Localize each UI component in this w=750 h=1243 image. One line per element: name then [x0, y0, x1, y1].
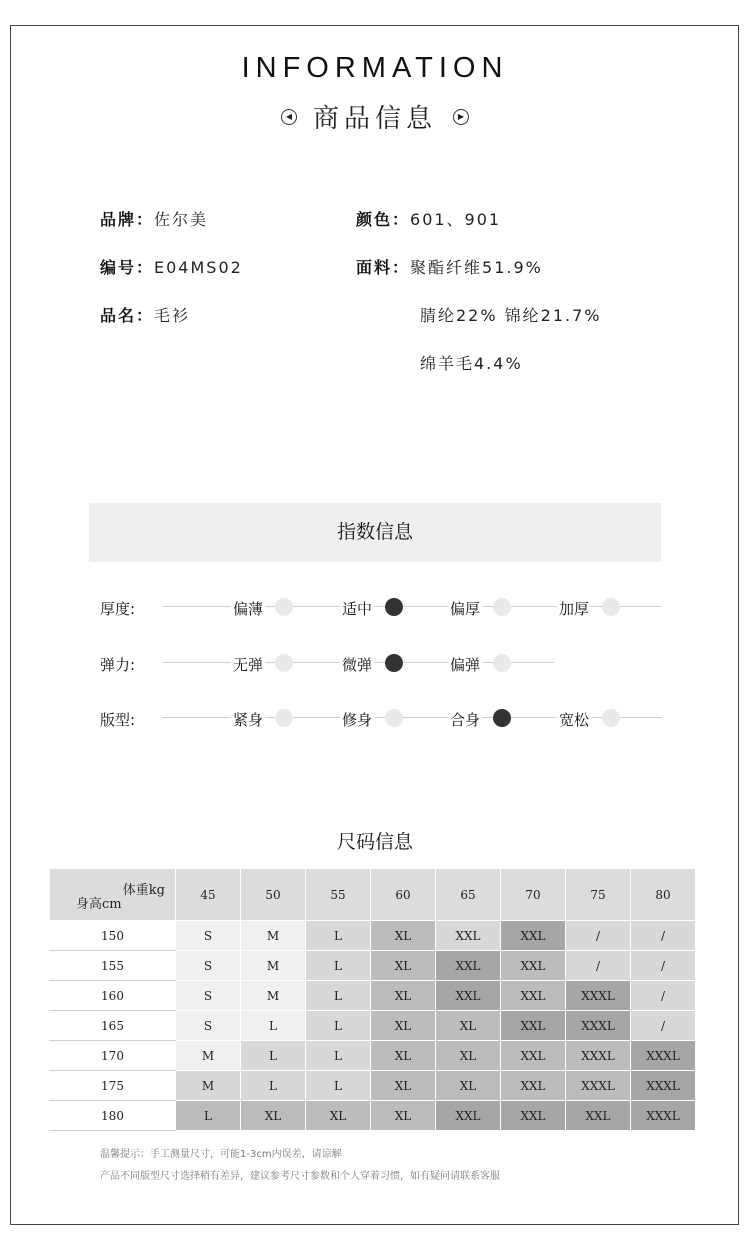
weight-col-header: 45 — [176, 869, 241, 921]
size-cell: S — [176, 981, 241, 1011]
name-value: 毛衫 — [154, 306, 191, 325]
size-cell: XXL — [436, 981, 501, 1011]
elasticity-option-2: 微弹 — [342, 656, 373, 674]
size-cell: S — [176, 951, 241, 981]
fit-option-2: 修身 — [342, 711, 373, 729]
size-cell: L — [306, 951, 371, 981]
size-cell: L — [176, 1101, 241, 1131]
size-cell: XL — [371, 1011, 436, 1041]
size-cell: / — [631, 921, 696, 951]
color-label: 颜色： — [356, 210, 411, 229]
info-fabric — [356, 255, 543, 278]
title-english: INFORMATION — [241, 52, 509, 84]
thickness-option-3: 偏厚 — [450, 600, 481, 618]
elasticity-label: 弹力: — [100, 656, 136, 674]
fit-label: 版型: — [100, 711, 136, 729]
size-cell: XL — [371, 951, 436, 981]
size-cell: XXL — [501, 921, 566, 951]
arrow-right-icon: ▶ — [453, 109, 469, 125]
size-cell: XXL — [566, 1101, 631, 1131]
fabric-line-2-text: 腈纶22% 锦纶21.7% — [420, 306, 602, 325]
brand-label: 品牌： — [100, 210, 155, 229]
size-cell: M — [176, 1041, 241, 1071]
fabric-line-3-text: 绵羊毛4.4% — [420, 354, 523, 373]
color-value: 601、901 — [410, 210, 502, 229]
brand-value: 佐尔美 — [154, 210, 209, 229]
size-cell: XL — [436, 1041, 501, 1071]
fabric-line-1: 聚酯纤维51.9% — [410, 258, 543, 277]
table-row — [50, 1041, 696, 1071]
size-cell: S — [176, 921, 241, 951]
size-cell: XXL — [436, 951, 501, 981]
size-cell: S — [176, 1011, 241, 1041]
weight-col-header: 75 — [566, 869, 631, 921]
fit-dot-3 — [493, 709, 511, 727]
note-measurement: 温馨提示：手工测量尺寸，可能1-3cm内误差，请谅解 — [100, 1149, 342, 1160]
fabric-label: 面料： — [356, 258, 411, 277]
size-cell: XL — [306, 1101, 371, 1131]
size-cell: L — [241, 1041, 306, 1071]
thickness-dot-2 — [385, 598, 403, 616]
size-cell: L — [241, 1071, 306, 1101]
fit-dot-1 — [275, 709, 293, 727]
size-cell: / — [631, 1011, 696, 1041]
title-chinese — [0, 98, 750, 135]
elasticity-option-3: 偏弹 — [450, 656, 481, 674]
thickness-option-2: 适中 — [342, 600, 373, 618]
table-row — [50, 951, 696, 981]
size-cell: XL — [371, 1101, 436, 1131]
table-row — [50, 1071, 696, 1101]
fit-option-1: 紧身 — [233, 711, 264, 729]
height-header: 身高cm — [76, 897, 122, 912]
fabric-line-3 — [420, 351, 523, 374]
size-cell: XL — [371, 981, 436, 1011]
size-cell: XXL — [436, 921, 501, 951]
size-cell: / — [566, 951, 631, 981]
fit-dot-4 — [602, 709, 620, 727]
size-cell: XL — [241, 1101, 306, 1131]
size-cell: XXXL — [566, 1041, 631, 1071]
weight-col-header: 65 — [436, 869, 501, 921]
elasticity-dot-1 — [275, 654, 293, 672]
size-cell: XXL — [501, 1101, 566, 1131]
table-row — [50, 921, 696, 951]
size-cell: M — [241, 921, 306, 951]
height-cell: 150 — [50, 921, 176, 951]
size-cell: XXL — [501, 1041, 566, 1071]
size-cell: XL — [436, 1071, 501, 1101]
size-cell: XXXL — [566, 1011, 631, 1041]
weight-col-header: 80 — [631, 869, 696, 921]
height-cell: 175 — [50, 1071, 176, 1101]
weight-col-header: 50 — [241, 869, 306, 921]
size-table — [49, 868, 696, 1131]
fit-option-3: 合身 — [450, 711, 481, 729]
name-label: 品名： — [100, 306, 155, 325]
size-cell: XL — [371, 921, 436, 951]
thickness-option-1: 偏薄 — [233, 600, 264, 618]
size-cell: M — [176, 1071, 241, 1101]
size-cell: XXXL — [631, 1071, 696, 1101]
size-cell: / — [631, 951, 696, 981]
size-cell: L — [241, 1011, 306, 1041]
size-cell: L — [306, 921, 371, 951]
weight-col-header: 60 — [371, 869, 436, 921]
size-cell: / — [566, 921, 631, 951]
size-cell: XXL — [501, 951, 566, 981]
size-cell: XXL — [501, 981, 566, 1011]
code-value: E04MS02 — [154, 258, 243, 277]
thickness-option-4: 加厚 — [559, 600, 590, 618]
size-cell: M — [241, 951, 306, 981]
size-table-header — [50, 869, 696, 921]
size-cell: L — [306, 1041, 371, 1071]
height-cell: 165 — [50, 1011, 176, 1041]
size-cell: L — [306, 1011, 371, 1041]
size-cell: XL — [371, 1071, 436, 1101]
table-row — [50, 1011, 696, 1041]
weight-col-header: 55 — [306, 869, 371, 921]
code-label: 编号： — [100, 258, 155, 277]
size-cell: XXXL — [566, 1071, 631, 1101]
info-name — [100, 303, 190, 326]
fit-dot-2 — [385, 709, 403, 727]
size-cell: XXL — [501, 1011, 566, 1041]
info-color — [356, 207, 501, 230]
size-cell: / — [631, 981, 696, 1011]
size-section-title: 尺码信息 — [336, 831, 413, 853]
fabric-line-2 — [420, 303, 601, 326]
elasticity-dot-2 — [385, 654, 403, 672]
elasticity-dot-3 — [493, 654, 511, 672]
size-cell: L — [306, 1071, 371, 1101]
title-chinese-text: 商品信息 — [312, 104, 437, 134]
arrow-left-icon: ◀ — [281, 109, 297, 125]
size-cell: L — [306, 981, 371, 1011]
index-section-title: 指数信息 — [89, 503, 661, 562]
table-row — [50, 981, 696, 1011]
thickness-label: 厚度: — [100, 600, 136, 618]
info-code — [100, 255, 243, 278]
size-cell: XXXL — [566, 981, 631, 1011]
size-cell: XL — [371, 1041, 436, 1071]
height-cell: 155 — [50, 951, 176, 981]
elasticity-option-1: 无弹 — [233, 656, 264, 674]
table-row — [50, 1101, 696, 1131]
height-cell: 160 — [50, 981, 176, 1011]
info-brand — [100, 207, 208, 230]
size-cell: M — [241, 981, 306, 1011]
weight-header: 体重kg — [122, 883, 165, 898]
thickness-dot-4 — [602, 598, 620, 616]
size-cell: XXXL — [631, 1041, 696, 1071]
fit-option-4: 宽松 — [559, 711, 590, 729]
size-cell: XXL — [501, 1071, 566, 1101]
note-fit-advice: 产品不同版型尺寸选择稍有差异，建议参考尺寸参数和个人穿着习惯，如有疑问请联系客服 — [100, 1171, 500, 1182]
height-cell: 170 — [50, 1041, 176, 1071]
size-cell: XXXL — [631, 1101, 696, 1131]
size-table-corner — [50, 869, 176, 921]
thickness-dot-1 — [275, 598, 293, 616]
size-cell: XXL — [436, 1101, 501, 1131]
thickness-dot-3 — [493, 598, 511, 616]
height-cell: 180 — [50, 1101, 176, 1131]
weight-col-header: 70 — [501, 869, 566, 921]
size-cell: XL — [436, 1011, 501, 1041]
